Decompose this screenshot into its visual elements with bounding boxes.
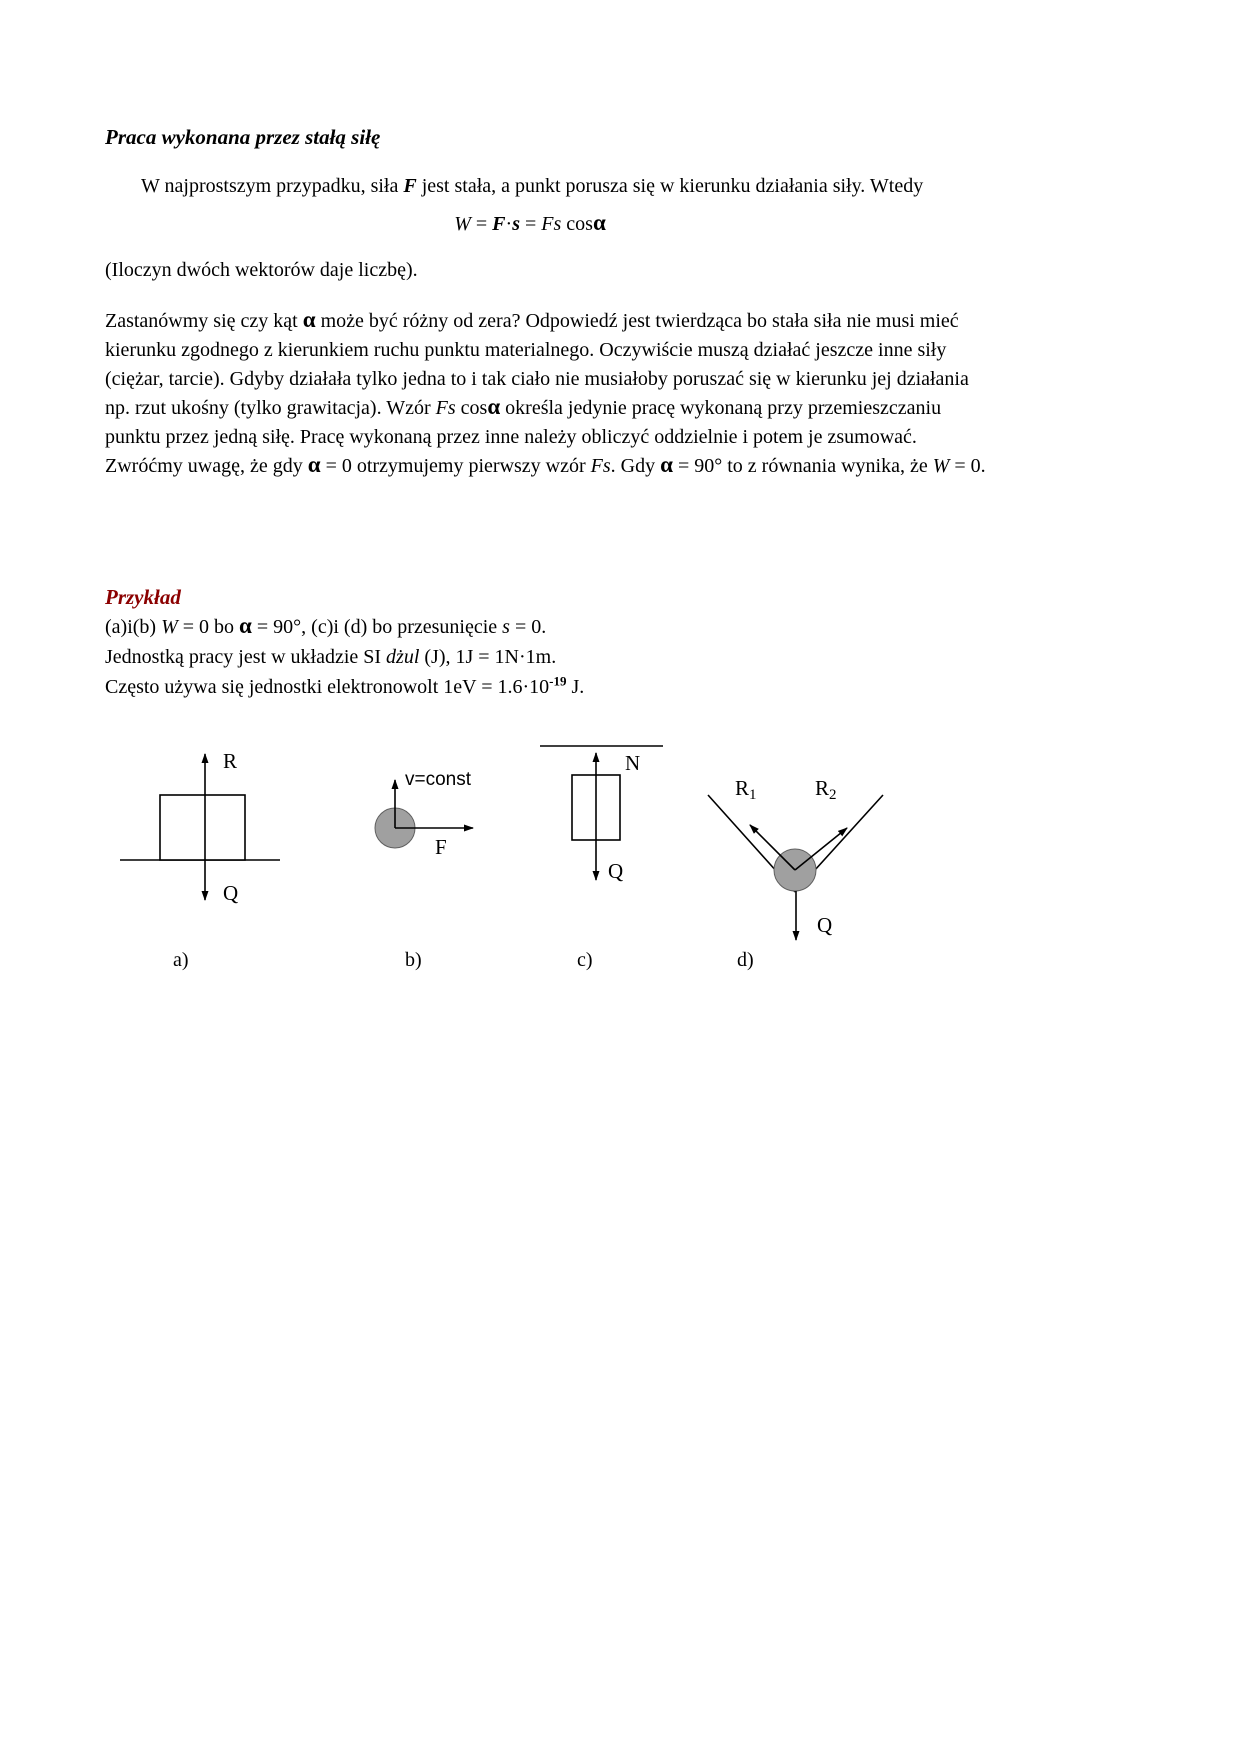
label-R2: R2	[815, 776, 837, 803]
diagram-a	[120, 749, 280, 905]
block	[160, 795, 245, 860]
label-F: F	[435, 835, 447, 859]
label-R1: R1	[735, 776, 757, 803]
page-title: Praca wykonana przez stałą siłę	[105, 125, 381, 149]
diagram-d	[708, 776, 883, 940]
label-Q: Q	[817, 913, 833, 937]
diagram-c	[540, 746, 663, 883]
caption-a: a)	[173, 949, 189, 971]
paragraph-note: (Iloczyn dwóch wektorów daje liczbę).	[105, 259, 418, 281]
paragraph-intro: W najprostszym przypadku, siła F jest stała, a punkt porusza się w kierunku działania siły. Wtedy	[141, 175, 924, 197]
example-heading: Przykład	[105, 585, 181, 609]
example-line-2: Jednostką pracy jest w układzie SI dżul (J), 1J = 1N·1m.	[105, 646, 557, 668]
example-line-3: Często używa się jednostki elektronowolt $1eV = 1.6\cdot 10^{-19}$ J.	[105, 673, 585, 698]
caption-d: d)	[737, 949, 754, 971]
label-Q: Q	[608, 859, 624, 883]
arrow-R1	[750, 825, 795, 870]
paragraph-discussion: Zastanówmy się czy kąt α może być różny od zera? Odpowiedź jest twierdząca bo stała siła nie musi mieć kierunku zgodnego z kierunkiem ruchu punktu materialnego. Oczywiście muszą działać jeszcze inne siły (ciężar, tarcie). Gdyby działała tylko jedna to i tak ciało nie musiałoby poruszać się w kierunku jej działania np. rzut ukośny (tylko grawitacja). Wzór Fs cosα określa jedynie pracę wykonaną przy przemieszczaniu punktu przez jedną siłę. Pracę wykonaną przez inne należy obliczyć oddzielnie i potem je zsumować. Zwróćmy uwagę, że gdy α = 0 otrzymujemy pierwszy wzór Fs. Gdy α = 90° to z równania wynika, że W = 0.	[105, 307, 986, 477]
label-Q: Q	[223, 881, 239, 905]
label-R: R	[223, 749, 238, 773]
example-line-1: (a)i(b) W = 0 bo α = 90°, (c)i (d) bo przesunięcie s = 0.	[105, 613, 547, 638]
force-diagrams-figure	[105, 740, 1105, 975]
label-v-const: v=const	[405, 769, 472, 790]
diagram-b	[375, 769, 473, 859]
diagram-captions	[173, 949, 754, 971]
caption-b: b)	[405, 949, 422, 971]
label-N: N	[625, 751, 641, 775]
work-formula: W = F·s = Fs cosα	[454, 210, 606, 235]
caption-c: c)	[577, 949, 593, 971]
